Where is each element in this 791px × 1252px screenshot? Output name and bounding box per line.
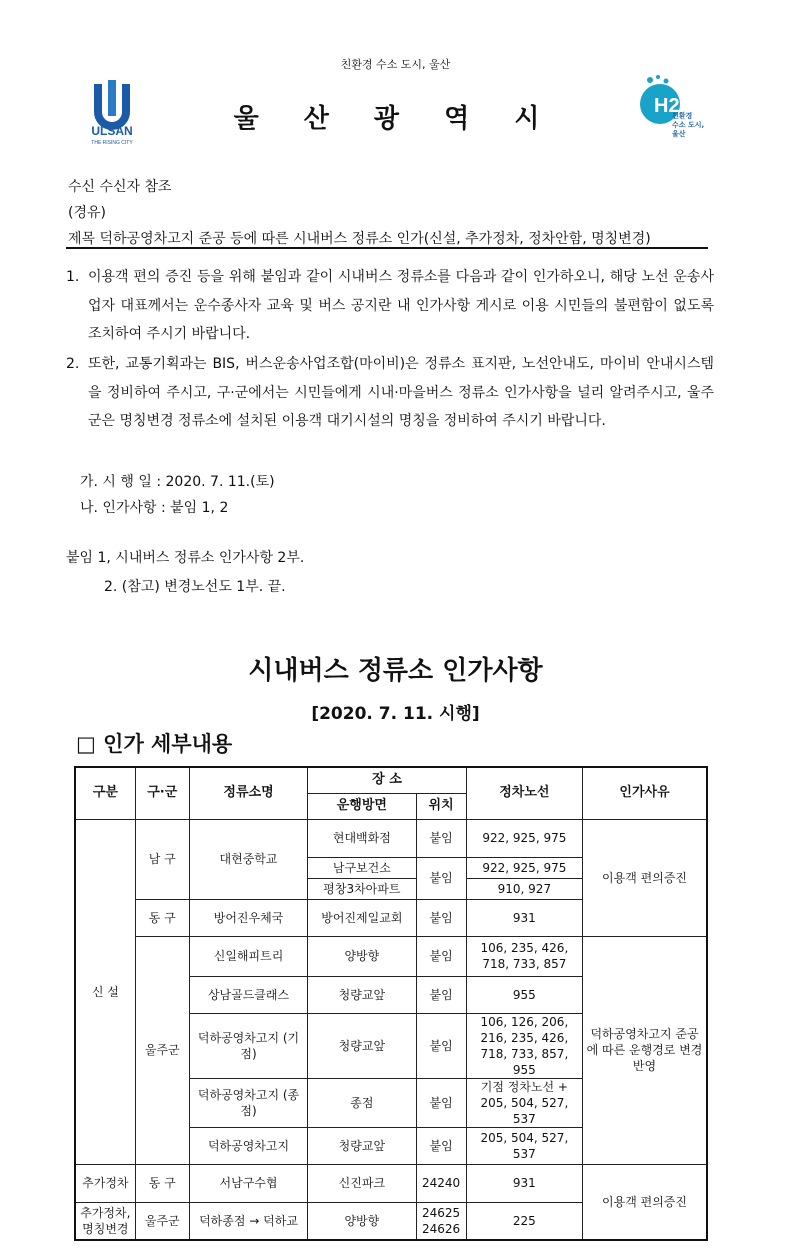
reason-cell: 이용객 편의증진 xyxy=(583,819,707,936)
paragraph-1 xyxy=(66,263,714,349)
direction-cell: 청량교앞 xyxy=(308,976,416,1013)
stop-cell: 방어진우체국 xyxy=(189,899,307,936)
svg-text:수소 도시,: 수소 도시, xyxy=(672,121,705,129)
paragraph-2-text: 또한, 교통기획과는 BIS, 버스운송사업조합(마이비)은 정류소 표지판, 노선안내도, 마이비 안내시스템을 정비하여 주시고, 구·군에서는 시민들에게 시내·마을버스 정류소 인가사항을 널리 알려주시고, 울주군은 명칭변경 정류소에 설치된 이용객 대기시설의 명칭을 정비하여 주시기 바랍니다. xyxy=(88,356,714,429)
stop-cell: 신일해피트리 xyxy=(189,936,307,976)
district-cell: 동 구 xyxy=(135,1164,189,1202)
position-cell: 붙임 xyxy=(416,819,466,857)
table-row xyxy=(75,936,707,976)
direction-cell: 방어진제일교회 xyxy=(308,899,416,936)
recipient: 수신 수신자 참조 xyxy=(68,179,172,195)
direction-cell: 청량교앞 xyxy=(308,1013,416,1078)
routes-cell: 955 xyxy=(466,976,582,1013)
stop-cell: 덕하공영차고지 xyxy=(189,1127,307,1164)
attachment-1: 붙임 1, 시내버스 정류소 인가사항 2부. xyxy=(66,550,305,566)
routes-cell: 106, 235, 426, 718, 733, 857 xyxy=(466,936,582,976)
direction-cell: 신진파크 xyxy=(308,1164,416,1202)
position-cell: 붙임 xyxy=(416,1127,466,1164)
header-routes: 정차노선 xyxy=(466,767,582,819)
category-cell: 추가정차, 명칭변경 xyxy=(75,1202,135,1240)
stop-cell: 덕하종점 → 덕하교 xyxy=(189,1202,307,1240)
position-cell: 붙임 xyxy=(416,899,466,936)
paragraph-2 xyxy=(66,350,714,436)
routes-cell: 931 xyxy=(466,899,582,936)
paragraph-1-text: 이용객 편의 증진 등을 위해 붙임과 같이 시내버스 정류소를 다음과 같이 인가하오니, 해당 노선 운송사업자 대표께서는 운수종사자 교육 및 버스 공지란 내 인가사항 게시로 이용 시민들의 불편함이 없도록 조치하여 주시기 바랍니다. xyxy=(88,269,714,342)
svg-text:울산: 울산 xyxy=(672,130,686,138)
direction-cell: 양방향 xyxy=(308,1202,416,1240)
header-reason: 인가사유 xyxy=(583,767,707,819)
header-stop-name: 정류소명 xyxy=(189,767,307,819)
table-row xyxy=(75,1164,707,1202)
svg-text:친환경: 친환경 xyxy=(672,112,693,120)
organization-name: 울 산 광 역 시 xyxy=(233,104,558,134)
position-cell: 붙임 xyxy=(416,936,466,976)
routes-cell: 910, 927 xyxy=(466,878,582,899)
position-cell: 붙임 xyxy=(416,1013,466,1078)
routes-cell: 기점 정차노선 + 205, 504, 527, 537 xyxy=(466,1078,582,1127)
routes-cell: 922, 925, 975 xyxy=(466,857,582,878)
header-direction: 운행방면 xyxy=(308,793,416,819)
attachment-2: 2. (참고) 변경노선도 1부. 끝. xyxy=(104,579,286,595)
routes-cell: 106, 126, 206, 216, 235, 426, 718, 733, 857, 955 xyxy=(466,1013,582,1078)
subject: 제목 덕하공영차고지 준공 등에 따른 시내버스 정류소 인가(신설, 추가정차, 정차안함, 명칭변경) xyxy=(68,231,651,247)
position-cell: 24625 24626 xyxy=(416,1202,466,1240)
approval-table xyxy=(74,766,708,1241)
section-heading: □ 인가 세부내용 xyxy=(76,732,233,756)
stop-cell: 덕하공영차고지 (종점) xyxy=(189,1078,307,1127)
district-cell: 울주군 xyxy=(135,936,189,1164)
reason-cell: 덕하공영차고지 준공에 따른 운행경로 변경 반영 xyxy=(583,936,707,1164)
position-cell: 붙임 xyxy=(416,1078,466,1127)
stop-cell: 덕하공영차고지 (기점) xyxy=(189,1013,307,1078)
table-row xyxy=(75,819,707,857)
stop-cell: 서남구수협 xyxy=(189,1164,307,1202)
position-cell: 붙임 xyxy=(416,857,466,899)
header-district: 구·군 xyxy=(135,767,189,819)
direction-cell: 양방향 xyxy=(308,936,416,976)
routes-cell: 225 xyxy=(466,1202,582,1240)
stop-cell: 상남골드클래스 xyxy=(189,976,307,1013)
hydrogen-logo-mark: H2 xyxy=(654,95,680,117)
reason-cell: 이용객 편의증진 xyxy=(583,1164,707,1240)
header-location: 장 소 xyxy=(308,767,466,793)
stop-cell: 대현중학교 xyxy=(189,819,307,899)
district-cell: 울주군 xyxy=(135,1202,189,1240)
paragraph-2-number: 2. xyxy=(66,356,80,372)
ulsan-logo-tagline: THE RISING CITY xyxy=(91,140,133,146)
header-category: 구분 xyxy=(75,767,135,819)
annex-title: 시내버스 정류소 인가사항 xyxy=(248,656,543,686)
district-cell: 동 구 xyxy=(135,899,189,936)
item-a: 가. 시 행 일 : 2020. 7. 11.(토) xyxy=(80,474,275,490)
ulsan-logo-name: ULSAN xyxy=(91,124,133,138)
routes-cell: 931 xyxy=(466,1164,582,1202)
subject-divider xyxy=(66,247,708,249)
position-cell: 붙임 xyxy=(416,976,466,1013)
hydrogen-city-logo xyxy=(636,74,705,154)
slogan: 친환경 수소 도시, 울산 xyxy=(340,58,451,71)
direction-cell: 남구보건소 xyxy=(308,857,416,878)
direction-cell: 청량교앞 xyxy=(308,1127,416,1164)
position-cell: 24240 xyxy=(416,1164,466,1202)
item-b: 나. 인가사항 : 붙임 1, 2 xyxy=(80,500,229,516)
category-cell: 신 설 xyxy=(75,819,135,1164)
via: (경유) xyxy=(68,205,106,221)
district-cell: 남 구 xyxy=(135,819,189,899)
header-position: 위치 xyxy=(416,793,466,819)
routes-cell: 922, 925, 975 xyxy=(466,819,582,857)
paragraph-1-number: 1. xyxy=(66,269,80,285)
direction-cell: 종점 xyxy=(308,1078,416,1127)
annex-date: [2020. 7. 11. 시행] xyxy=(311,704,480,724)
direction-cell: 현대백화점 xyxy=(308,819,416,857)
routes-cell: 205, 504, 527, 537 xyxy=(466,1127,582,1164)
direction-cell: 평창3차아파트 xyxy=(308,878,416,899)
category-cell: 추가정차 xyxy=(75,1164,135,1202)
